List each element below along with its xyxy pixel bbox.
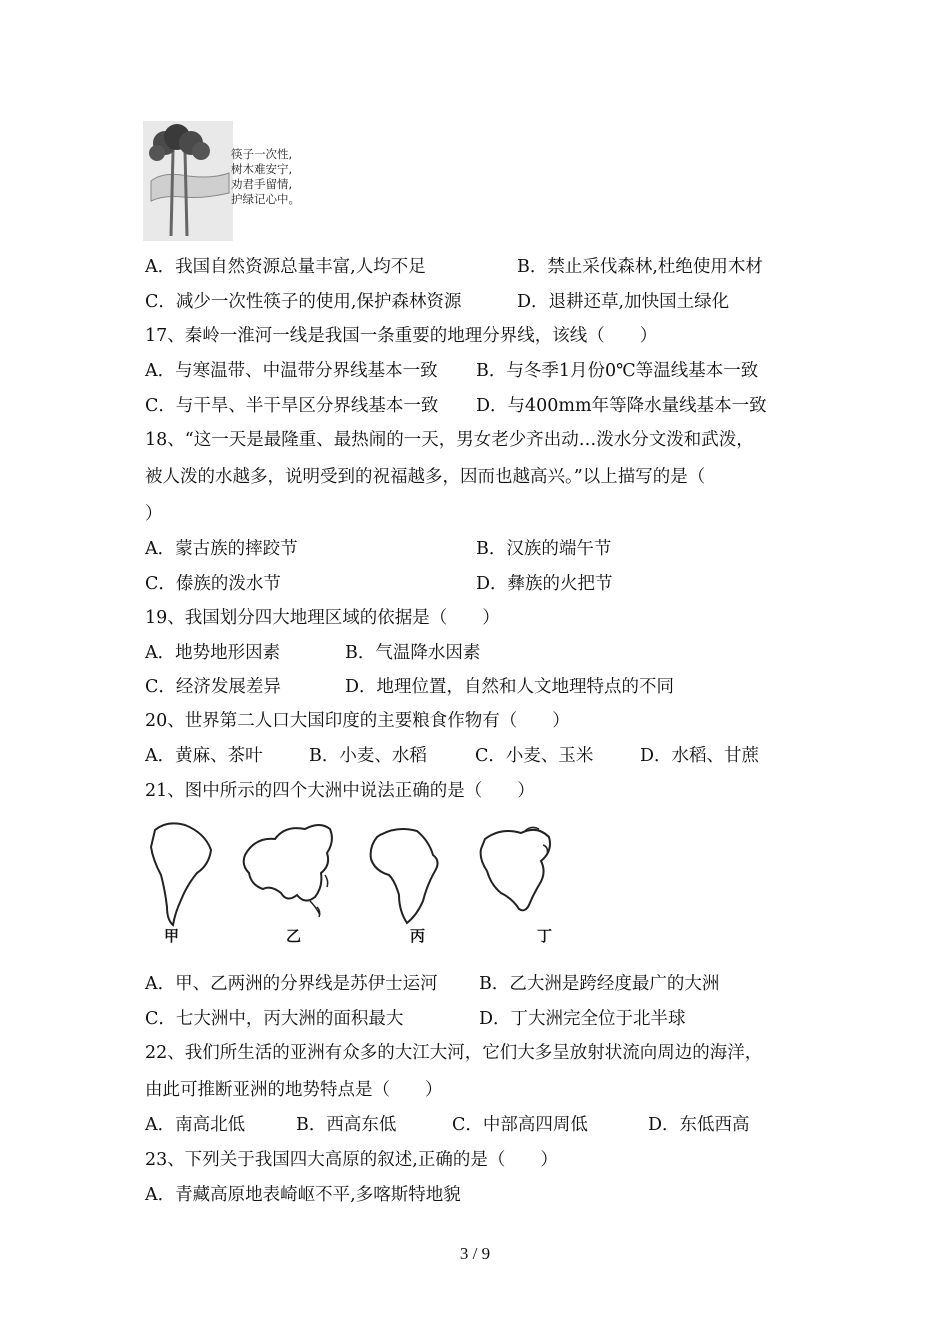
q19-option-a: A．地势地形因素: [145, 643, 281, 663]
page-number: 3 / 9: [459, 1244, 491, 1263]
q20-option-d: D．水稻、甘蔗: [640, 746, 760, 766]
q18-stem-line1: 18、“这一天是最隆重、最热闹的一天，男女老少齐出动…泼水分文泼和武泼，: [145, 430, 754, 450]
q21-stem: 21、图中所示的四个大洲中说法正确的是（ ）: [145, 781, 535, 801]
q20-stem: 20、世界第二人口大国印度的主要粮食作物有（ ）: [145, 711, 570, 731]
poem-line: 筷子一次性,: [231, 147, 293, 161]
q17-stem: 17、秦岭一淮河一线是我国一条重要的地理分界线，该线（ ）: [145, 326, 658, 346]
q17-option-b: B．与冬季1月份0℃等温线基本一致: [476, 361, 759, 381]
q17-option-c: C．与干旱、半干旱区分界线基本一致: [145, 396, 439, 416]
q18-option-d: D．彝族的火把节: [476, 574, 613, 594]
q20-option-a: A．黄麻、茶叶: [145, 746, 263, 766]
q22-stem-line1: 22、我们所生活的亚洲有众多的大江大河，它们大多呈放射状流向周边的海洋，: [145, 1043, 763, 1063]
q18-stem-line3: ）: [145, 504, 163, 524]
q19-option-b: B．气温降水因素: [345, 643, 481, 663]
chopsticks-tree-icon: [143, 121, 233, 241]
q16-option-a: A．我国自然资源总量丰富,人均不足: [145, 257, 426, 277]
continents-figure: [145, 815, 585, 950]
q16-option-b: B．禁止采伐森林,杜绝使用木材: [517, 257, 763, 277]
south-america-outline-icon: [151, 823, 211, 925]
poem-line: 劝君手留情,: [231, 177, 293, 191]
q18-option-c: C．傣族的泼水节: [145, 574, 281, 594]
q19-option-c: C．经济发展差异: [145, 677, 281, 697]
map-label-ding: 丁: [537, 927, 553, 945]
q17-option-a: A．与寒温带、中温带分界线基本一致: [145, 361, 438, 381]
poem-line: 护绿记心中。: [231, 192, 300, 206]
north-america-outline-icon: [481, 830, 550, 911]
q18-option-a: A．蒙古族的摔跤节: [145, 539, 298, 559]
poem-line: 树木难安宁,: [231, 162, 293, 176]
asia-outline-icon: [244, 825, 332, 901]
q21-option-b: B．乙大洲是跨经度最广的大洲: [479, 974, 720, 994]
q19-option-d: D．地理位置，自然和人文地理特点的不同: [345, 677, 675, 697]
q20-option-b: B．小麦、水稻: [309, 746, 427, 766]
q22-option-d: D．东低西高: [648, 1115, 750, 1135]
q23-option-a: A．青藏高原地表崎岖不平,多喀斯特地貌: [145, 1185, 461, 1205]
map-label-jia: 甲: [164, 927, 180, 945]
map-label-bing: 丙: [410, 927, 426, 945]
map-label-yi: 乙: [286, 927, 302, 945]
q17-option-d: D．与400mm年等降水量线基本一致: [476, 396, 767, 416]
q22-option-a: A．南高北低: [145, 1115, 246, 1135]
illustration-poem: [231, 147, 300, 207]
q18-option-b: B．汉族的端午节: [476, 539, 612, 559]
q19-stem: 19、我国划分四大地理区域的依据是（ ）: [145, 608, 500, 628]
q16-option-d: D．退耕还草,加快国土绿化: [517, 292, 730, 312]
q22-option-b: B．西高东低: [296, 1115, 397, 1135]
q18-stem-line2: 被人泼的水越多，说明受到的祝福越多，因而也越高兴。”以上描写的是（: [145, 467, 706, 487]
q23-stem: 23、下列关于我国四大高原的叙述,正确的是（ ）: [145, 1150, 558, 1170]
q16-option-c: C．减少一次性筷子的使用,保护森林资源: [145, 292, 462, 312]
q21-option-c: C．七大洲中，丙大洲的面积最大: [145, 1009, 404, 1029]
q21-option-a: A．甲、乙两洲的分界线是苏伊士运河: [145, 974, 438, 994]
q20-option-c: C．小麦、玉米: [475, 746, 594, 766]
q22-option-c: C．中部高四周低: [452, 1115, 588, 1135]
q22-stem-line2: 由此可推断亚洲的地势特点是（ ）: [145, 1080, 443, 1100]
africa-outline-icon: [371, 829, 438, 923]
q21-option-d: D．丁大洲完全位于北半球: [479, 1009, 686, 1029]
